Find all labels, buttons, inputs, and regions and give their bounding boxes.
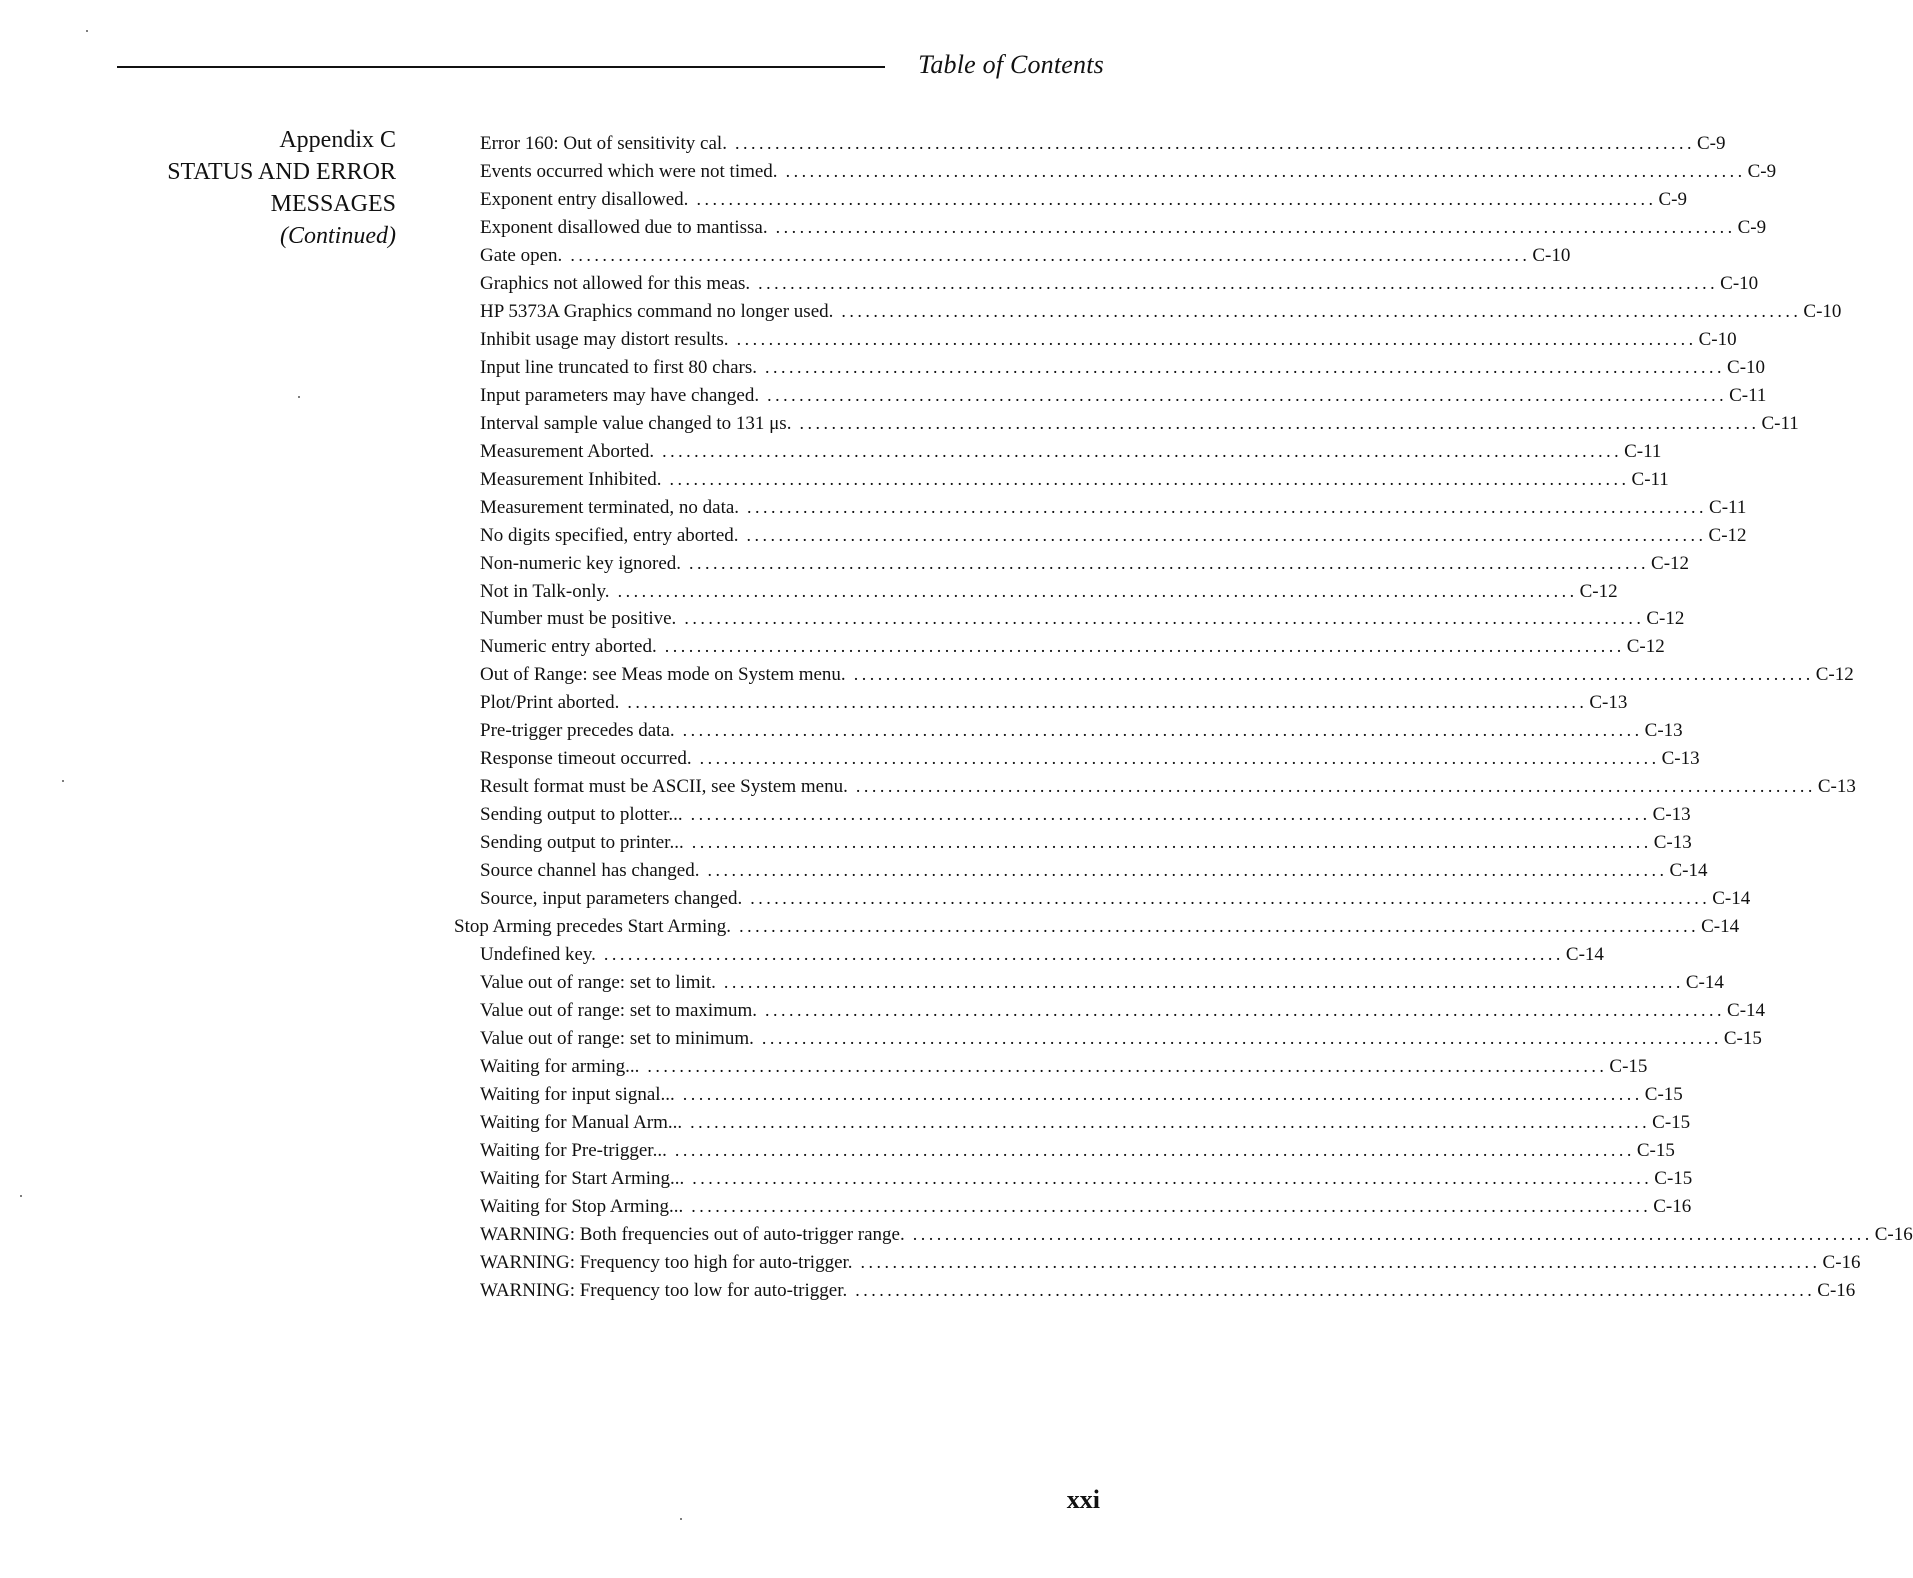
toc-entry-label: WARNING: Both frequencies out of auto-trigger range. bbox=[480, 1223, 905, 1245]
toc-entry bbox=[480, 829, 1692, 857]
toc-entry-label: Waiting for arming... bbox=[480, 1055, 640, 1077]
toc-entry bbox=[480, 242, 1571, 270]
toc-entry bbox=[480, 1109, 1691, 1137]
toc-entry-label: Plot/Print aborted. bbox=[480, 692, 620, 714]
toc-entry-label: Source, input parameters changed. bbox=[480, 888, 743, 910]
toc-entry bbox=[480, 605, 1685, 633]
toc-entry bbox=[480, 1081, 1683, 1109]
toc-entry-page: C-11 bbox=[1624, 440, 1662, 462]
toc-entry-label: Gate open. bbox=[480, 244, 563, 266]
section-heading-title-1: STATUS AND ERROR bbox=[167, 159, 396, 185]
toc-entry-page: C-14 bbox=[1712, 888, 1751, 910]
toc-entry bbox=[480, 717, 1683, 745]
toc-entry bbox=[480, 1025, 1762, 1053]
toc-dot-leader: ........................................................................................................................ bbox=[765, 1000, 1726, 1021]
toc-entry bbox=[480, 382, 1767, 410]
toc-entry-page: C-12 bbox=[1708, 524, 1747, 546]
toc-entry-label: Events occurred which were not timed. bbox=[480, 160, 778, 182]
toc-entry-label: Exponent disallowed due to mantissa. bbox=[480, 216, 768, 238]
toc-dot-leader: ........................................................................................................................ bbox=[707, 860, 1668, 881]
toc-entry-label: Non-numeric key ignored. bbox=[480, 552, 682, 574]
toc-dot-leader: ........................................................................................................................ bbox=[692, 1167, 1653, 1188]
toc-entry-page: C-14 bbox=[1727, 1000, 1766, 1022]
toc-entry-page: C-10 bbox=[1727, 356, 1766, 378]
toc-dot-leader: ........................................................................................................................ bbox=[750, 888, 1711, 909]
toc-dot-leader: ........................................................................................................................ bbox=[699, 748, 1660, 769]
toc-entry-label: Exponent entry disallowed. bbox=[480, 188, 689, 210]
toc-entry-page: C-10 bbox=[1532, 244, 1571, 266]
toc-entry bbox=[480, 969, 1724, 997]
toc-dot-leader: ........................................................................................................................ bbox=[691, 1195, 1652, 1216]
toc-entry-page: C-16 bbox=[1874, 1223, 1913, 1245]
toc-entry-page: C-9 bbox=[1696, 133, 1726, 154]
toc-entry bbox=[480, 522, 1747, 550]
toc-entry-label: WARNING: Frequency too low for auto-trigger. bbox=[480, 1279, 848, 1301]
toc-entry-page: C-12 bbox=[1651, 552, 1690, 574]
toc-dot-leader: ........................................................................................................................ bbox=[767, 384, 1728, 405]
toc-dot-leader: ........................................................................................................................ bbox=[690, 1111, 1651, 1132]
toc-dot-leader: ........................................................................................................................ bbox=[570, 244, 1531, 265]
toc-entry-page: C-16 bbox=[1817, 1279, 1856, 1301]
toc-entry bbox=[480, 1137, 1675, 1165]
toc-entry-label: Inhibit usage may distort results. bbox=[480, 328, 729, 350]
toc-entry-label: Waiting for Manual Arm... bbox=[480, 1111, 683, 1133]
toc-entry-label: Sending output to plotter... bbox=[480, 804, 683, 826]
toc-entry-label: Source channel has changed. bbox=[480, 860, 700, 882]
toc-entry bbox=[480, 1165, 1693, 1193]
toc-entry-label: Response timeout occurred. bbox=[480, 748, 692, 770]
toc-entry bbox=[480, 689, 1628, 717]
toc-entry-label: Pre-trigger precedes data. bbox=[480, 720, 675, 742]
toc-entry-label: Waiting for Pre-trigger... bbox=[480, 1139, 667, 1161]
scan-speck bbox=[680, 1518, 682, 1520]
toc-entry-label: Waiting for Start Arming... bbox=[480, 1167, 685, 1189]
toc-entry-page: C-13 bbox=[1817, 776, 1856, 798]
toc-entry-page: C-14 bbox=[1685, 972, 1724, 994]
toc-entry-page: C-16 bbox=[1822, 1251, 1861, 1273]
toc-entry bbox=[480, 494, 1747, 522]
toc-entry-label: No digits specified, entry aborted. bbox=[480, 524, 739, 546]
toc-entry-label: Value out of range: set to minimum. bbox=[480, 1028, 754, 1049]
toc-entry-page: C-15 bbox=[1644, 1083, 1683, 1105]
toc-entry bbox=[480, 857, 1708, 885]
toc-dot-leader: ........................................................................................................................ bbox=[627, 692, 1588, 713]
toc-dot-leader: ........................................................................................................................ bbox=[662, 440, 1623, 461]
toc-entry bbox=[480, 550, 1690, 578]
toc-dot-leader: ........................................................................................................................ bbox=[785, 160, 1746, 181]
toc-entry-label: Measurement Aborted. bbox=[480, 440, 655, 462]
toc-entry bbox=[480, 186, 1687, 214]
toc-dot-leader: ........................................................................................................................ bbox=[674, 1139, 1635, 1160]
toc-entry bbox=[480, 941, 1604, 969]
toc-dot-leader: ........................................................................................................................ bbox=[647, 1055, 1608, 1076]
toc-entry bbox=[480, 885, 1751, 913]
toc-dot-leader: ........................................................................................................................ bbox=[739, 916, 1700, 937]
toc-entry-label: Number must be positive. bbox=[480, 608, 677, 630]
toc-entry bbox=[480, 997, 1766, 1025]
toc-dot-leader: ........................................................................................................................ bbox=[669, 468, 1630, 489]
toc-entry-page: C-10 bbox=[1698, 328, 1737, 350]
toc-entry-page: C-12 bbox=[1815, 664, 1854, 686]
toc-entry-page: C-12 bbox=[1626, 636, 1665, 658]
toc-entry-label: Sending output to printer... bbox=[480, 832, 684, 854]
toc-entry-page: C-11 bbox=[1729, 384, 1767, 406]
toc-entry-page: C-15 bbox=[1636, 1139, 1675, 1161]
toc-entry-page: C-15 bbox=[1723, 1028, 1762, 1049]
page-number: xxi bbox=[1066, 1485, 1100, 1514]
toc-dot-leader: ........................................................................................................................ bbox=[617, 580, 1578, 601]
scan-speck bbox=[86, 30, 88, 32]
toc-entry bbox=[480, 801, 1691, 829]
toc-dot-leader: ........................................................................................................................ bbox=[758, 272, 1719, 293]
toc-entry-page: C-9 bbox=[1658, 188, 1687, 210]
toc-dot-leader: ........................................................................................................................ bbox=[855, 776, 1816, 797]
toc-dot-leader: ........................................................................................................................ bbox=[603, 944, 1564, 965]
toc-entry-page: C-13 bbox=[1644, 720, 1683, 742]
toc-entry bbox=[480, 466, 1669, 494]
toc-entry bbox=[480, 158, 1777, 186]
toc-entry-page: C-13 bbox=[1589, 692, 1628, 714]
toc-entry-page: C-11 bbox=[1761, 412, 1799, 434]
toc-entry-label: Not in Talk-only. bbox=[480, 580, 610, 602]
toc-entry bbox=[480, 354, 1766, 382]
toc-entry bbox=[480, 1193, 1692, 1221]
toc-dot-leader: ........................................................................................................................ bbox=[691, 832, 1652, 853]
toc-dot-leader: ........................................................................................................................ bbox=[775, 216, 1736, 237]
toc-entry-page: C-10 bbox=[1720, 272, 1759, 294]
toc-entry bbox=[480, 298, 1842, 326]
toc-dot-leader: ........................................................................................................................ bbox=[696, 188, 1657, 209]
page-header-title: Table of Contents bbox=[918, 50, 1104, 79]
toc-entry bbox=[454, 913, 1740, 941]
toc-entry bbox=[480, 773, 1856, 801]
toc-entry bbox=[480, 633, 1665, 661]
toc-entry-label: Measurement terminated, no data. bbox=[480, 496, 740, 518]
toc-entry bbox=[480, 578, 1618, 606]
toc-entry-page: C-15 bbox=[1652, 1111, 1691, 1133]
scan-speck bbox=[62, 780, 64, 782]
scan-speck bbox=[20, 1195, 22, 1197]
toc-entry bbox=[480, 1249, 1861, 1277]
section-heading bbox=[167, 124, 396, 252]
toc-entry-page: C-16 bbox=[1653, 1195, 1692, 1217]
section-heading-continued: (Continued) bbox=[280, 223, 396, 249]
toc-entry-label: Interval sample value changed to 131 μs. bbox=[480, 412, 792, 434]
toc-dot-leader: ........................................................................................................................ bbox=[799, 412, 1760, 433]
toc-list bbox=[454, 130, 1913, 1305]
toc-dot-leader: ........................................................................................................................ bbox=[746, 524, 1707, 545]
toc-entry-label: WARNING: Frequency too high for auto-trigger. bbox=[480, 1251, 853, 1273]
header-rule bbox=[117, 66, 885, 68]
toc-entry bbox=[480, 1053, 1648, 1081]
section-heading-title-2: MESSAGES bbox=[270, 191, 396, 217]
toc-entry-label: Result format must be ASCII, see System menu. bbox=[480, 776, 848, 798]
toc-entry bbox=[480, 270, 1759, 298]
toc-dot-leader: ........................................................................................................................ bbox=[689, 552, 1650, 573]
toc-entry-label: Waiting for input signal... bbox=[480, 1083, 675, 1105]
toc-entry bbox=[480, 1277, 1856, 1305]
toc-dot-leader: ........................................................................................................................ bbox=[690, 804, 1651, 825]
toc-entry-label: Out of Range: see Meas mode on System menu. bbox=[480, 664, 846, 686]
toc-entry-label: Input line truncated to first 80 chars. bbox=[480, 356, 758, 378]
toc-entry-page: C-11 bbox=[1631, 468, 1669, 490]
toc-entry-page: C-13 bbox=[1653, 832, 1692, 854]
toc-entry-page: C-11 bbox=[1709, 496, 1747, 518]
toc-entry bbox=[480, 410, 1799, 438]
toc-entry-label: Undefined key. bbox=[480, 944, 596, 966]
toc-entry-page: C-15 bbox=[1609, 1055, 1648, 1077]
toc-dot-leader: ........................................................................................................................ bbox=[682, 1083, 1643, 1104]
toc-dot-leader: ........................................................................................................................ bbox=[761, 1028, 1722, 1048]
toc-dot-leader: ........................................................................................................................ bbox=[853, 664, 1814, 685]
toc-entry bbox=[480, 1221, 1913, 1249]
toc-entry-page: C-14 bbox=[1669, 860, 1708, 882]
section-heading-appendix: Appendix C bbox=[279, 127, 396, 153]
toc-entry-page: C-13 bbox=[1652, 804, 1691, 826]
toc-entry-page: C-12 bbox=[1646, 608, 1685, 630]
toc-dot-leader: ........................................................................................................................ bbox=[723, 972, 1684, 993]
toc-entry-label: Measurement Inhibited. bbox=[480, 468, 662, 490]
toc-entry-label: Input parameters may have changed. bbox=[480, 384, 760, 406]
toc-entry-page: C-14 bbox=[1565, 944, 1604, 966]
toc-entry bbox=[480, 326, 1737, 354]
toc-dot-leader: ........................................................................................................................ bbox=[682, 720, 1643, 741]
toc-entry-label: HP 5373A Graphics command no longer used. bbox=[480, 300, 834, 322]
toc-entry-label: Value out of range: set to limit. bbox=[480, 972, 716, 994]
toc-entry bbox=[480, 130, 1726, 158]
toc-dot-leader: ........................................................................................................................ bbox=[841, 300, 1802, 321]
scan-speck bbox=[298, 396, 300, 398]
toc-dot-leader: ........................................................................................................................ bbox=[860, 1251, 1821, 1272]
toc-entry-label: Waiting for Stop Arming... bbox=[480, 1195, 684, 1217]
toc-entry-page: C-13 bbox=[1661, 748, 1700, 770]
toc-entry-label: Graphics not allowed for this meas. bbox=[480, 272, 751, 294]
toc-entry bbox=[480, 745, 1700, 773]
toc-dot-leader: ........................................................................................................................ bbox=[734, 133, 1695, 153]
toc-entry bbox=[480, 661, 1854, 689]
toc-dot-leader: ........................................................................................................................ bbox=[664, 636, 1625, 657]
toc-dot-leader: ........................................................................................................................ bbox=[855, 1279, 1816, 1300]
toc-entry-page: C-10 bbox=[1803, 300, 1842, 322]
toc-entry-label: Numeric entry aborted. bbox=[480, 636, 657, 658]
toc-dot-leader: ........................................................................................................................ bbox=[765, 356, 1726, 377]
toc-entry-page: C-9 bbox=[1747, 160, 1777, 182]
toc-entry-label: Error 160: Out of sensitivity cal. bbox=[480, 133, 727, 154]
toc-dot-leader: ........................................................................................................................ bbox=[684, 608, 1645, 629]
toc-dot-leader: ........................................................................................................................ bbox=[912, 1223, 1873, 1244]
toc-entry-label: Stop Arming precedes Start Arming. bbox=[454, 916, 732, 938]
toc-entry-label: Value out of range: set to maximum. bbox=[480, 1000, 758, 1022]
toc-entry-page: C-14 bbox=[1701, 916, 1740, 938]
toc-entry bbox=[480, 438, 1662, 466]
toc-dot-leader: ........................................................................................................................ bbox=[736, 328, 1697, 349]
toc-entry-page: C-9 bbox=[1737, 216, 1767, 238]
toc-entry-page: C-12 bbox=[1579, 580, 1618, 602]
toc-dot-leader: ........................................................................................................................ bbox=[747, 496, 1708, 517]
toc-entry bbox=[480, 214, 1767, 242]
toc-entry-page: C-15 bbox=[1654, 1167, 1693, 1189]
